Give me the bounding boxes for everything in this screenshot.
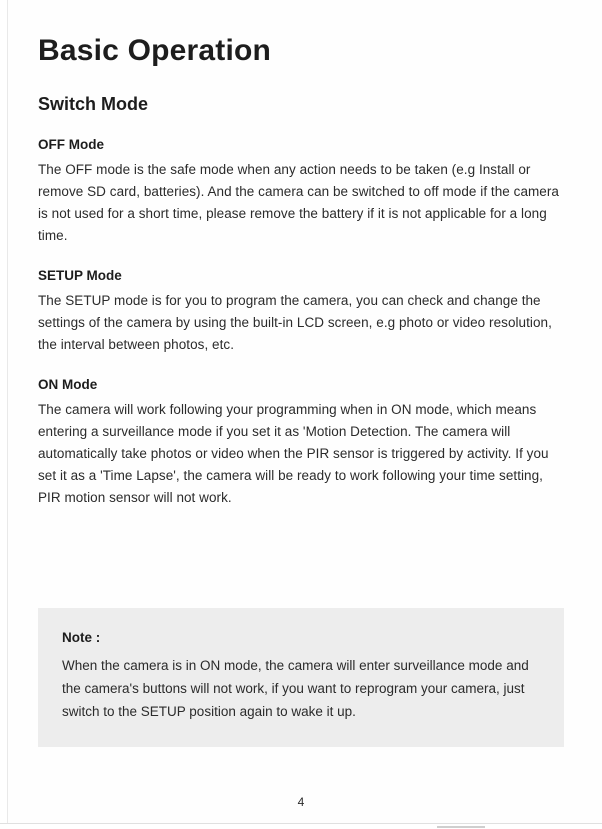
paragraph-off-mode: The OFF mode is the safe mode when any action needs to be taken (e.g Install or remove SD card, batteries). And the camera can be switched to off mode if the camera is not used for a short time, please remove the battery if it is not applicable for a long time. [38, 162, 559, 243]
note-callout [38, 608, 564, 747]
page-bottom-dash [437, 826, 485, 828]
page-left-margin-rule [0, 0, 8, 829]
section-heading-switch-mode: Switch Mode [38, 94, 149, 114]
paragraph-setup-mode: The SETUP mode is for you to program the camera, you can check and change the settings of the camera by using the built-in LCD screen, e.g photo or video resolution, the interval between photos, etc. [38, 293, 552, 352]
block-on-mode [38, 377, 564, 509]
subheading-on-mode: ON Mode [38, 377, 98, 392]
subheading-off-mode: OFF Mode [38, 137, 104, 152]
page-title: Basic Operation [38, 34, 272, 67]
block-setup-mode [38, 268, 564, 356]
subheading-setup-mode: SETUP Mode [38, 268, 122, 283]
page-bottom-rule [0, 823, 602, 829]
note-label: Note : [62, 630, 101, 645]
page-number: 4 [297, 795, 305, 809]
note-text: When the camera is in ON mode, the camera will enter surveillance mode and the camera's buttons will not work, if you want to reprogram your camera, just switch to the SETUP position again to wake it up. [62, 658, 529, 719]
block-off-mode [38, 137, 564, 247]
paragraph-on-mode: The camera will work following your programming when in ON mode, which means entering a surveillance mode if you set it as 'Motion Detection. The camera will automatically take photos or video when the PIR sensor is triggered by activity. If you set it as a 'Time Lapse', the camera will be ready to work following your time setting, PIR motion sensor will not work. [38, 402, 549, 505]
